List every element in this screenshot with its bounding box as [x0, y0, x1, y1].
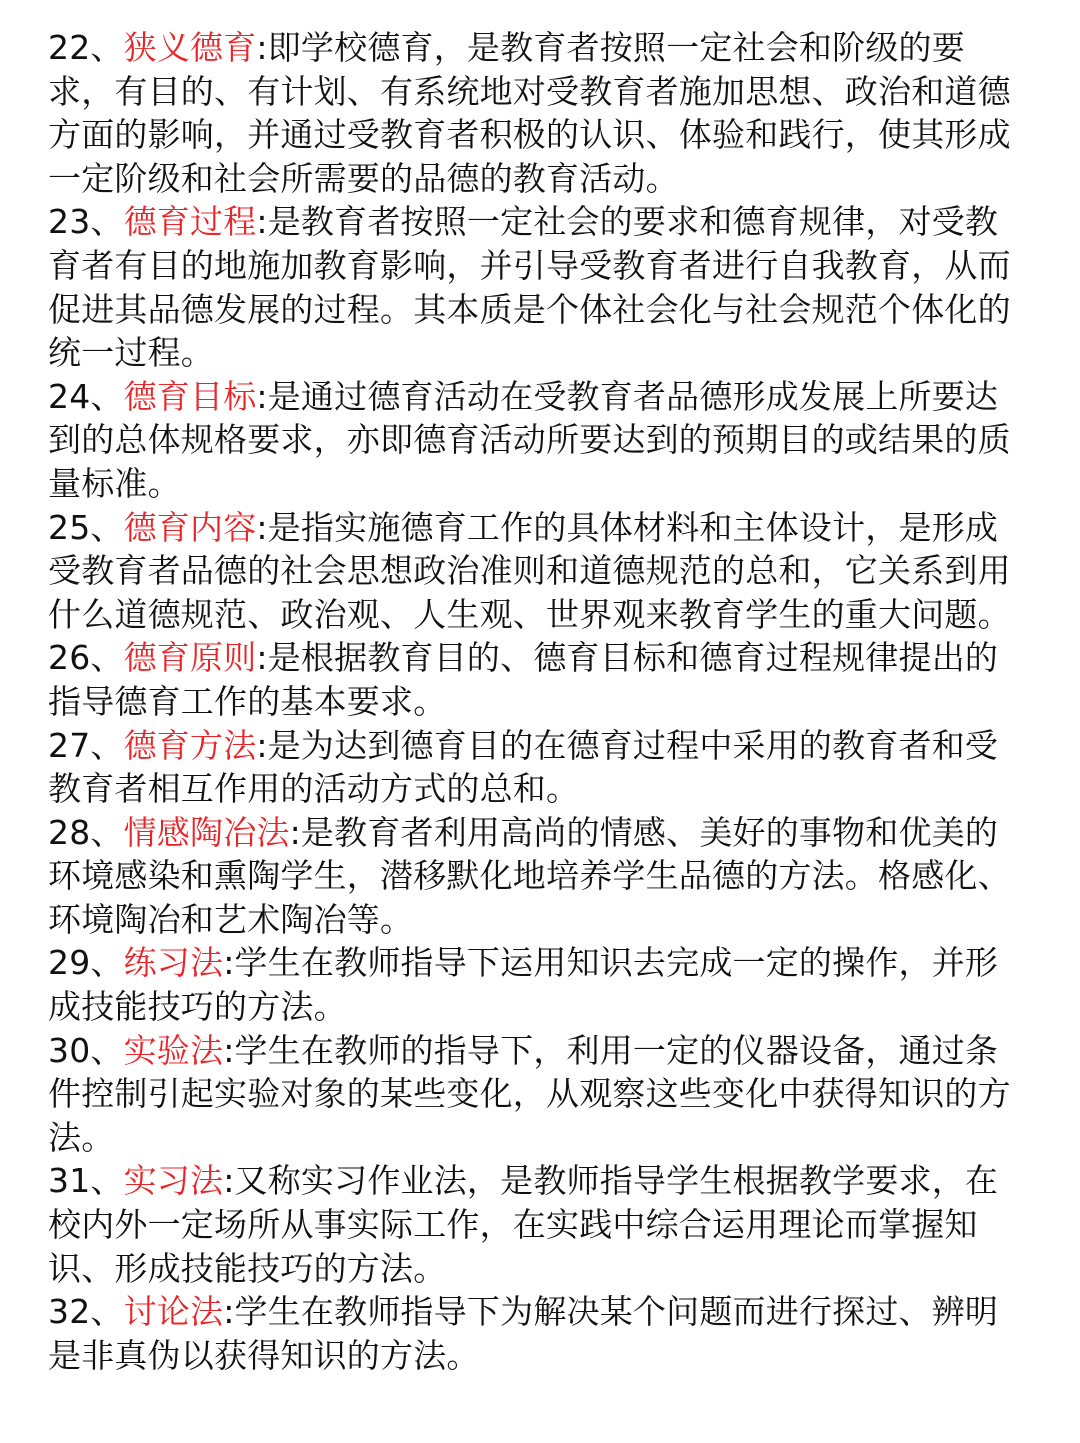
entry-term: 实验法	[123, 1030, 224, 1070]
entry-term: 德育过程	[123, 202, 257, 242]
entry-term: 练习法	[123, 943, 224, 983]
entry-colon: :	[256, 638, 268, 678]
entry-30	[48, 1029, 1028, 1160]
entry-22	[48, 26, 1028, 200]
entry-number: 28、	[48, 812, 124, 852]
entry-number: 27、	[48, 725, 124, 765]
entry-colon: :	[256, 376, 268, 416]
entry-number: 23、	[48, 202, 124, 242]
entry-colon: :	[223, 1292, 235, 1332]
entry-term: 狭义德育	[123, 28, 257, 67]
entry-26	[48, 636, 1028, 723]
entry-27	[48, 724, 1028, 811]
entry-definition: 是教育者按照一定社会的要求和德育规律，对受教育者有目的地施加教育影响，并引导受教育者进行自我教育，从而促进其品德发展的过程。其本质是个体社会化与社会规范个体化的统一过程。	[48, 202, 1011, 373]
entry-number: 30、	[48, 1030, 124, 1070]
entry-23	[48, 200, 1028, 374]
entry-definition: 学生在教师指导下运用知识去完成一定的操作，并形成技能技巧的方法。	[48, 943, 999, 1027]
entry-colon: :	[223, 1161, 235, 1201]
entry-term: 德育目标	[123, 376, 257, 416]
entry-number: 32、	[48, 1292, 124, 1332]
entry-number: 24、	[48, 376, 124, 416]
entry-definition: 是指实施德育工作的具体材料和主体设计，是形成受教育者品德的社会思想政治准则和道德规范的总和，它关系到用什么道德规范、政治观、人生观、世界观来教育学生的重大问题。	[48, 507, 1011, 634]
entry-definition: 学生在教师的指导下，利用一定的仪器设备，通过条件控制引起实验对象的某些变化，从观察这些变化中获得知识的方法。	[48, 1030, 1011, 1157]
entry-colon: :	[223, 943, 235, 983]
entry-32	[48, 1290, 1028, 1377]
entry-term: 实习法	[123, 1161, 224, 1201]
entry-term: 德育内容	[123, 507, 257, 547]
glossary-document	[48, 26, 1028, 1377]
entry-colon: :	[256, 725, 268, 765]
entry-colon: :	[289, 812, 301, 852]
entry-definition: 是教育者利用高尚的情感、美好的事物和优美的环境感染和熏陶学生，潜移默化地培养学生品德的方法。格感化、环境陶冶和艺术陶冶等。	[48, 812, 1011, 939]
entry-24	[48, 375, 1028, 506]
entry-term: 德育原则	[123, 638, 257, 678]
entry-number: 25、	[48, 507, 124, 547]
entry-25	[48, 506, 1028, 637]
entry-number: 31、	[48, 1161, 124, 1201]
entry-colon: :	[256, 202, 268, 242]
entry-term: 讨论法	[123, 1292, 224, 1332]
entry-number: 26、	[48, 638, 124, 678]
entry-definition: 又称实习作业法，是教师指导学生根据教学要求，在校内外一定场所从事实际工作，在实践中综合运用理论而掌握知识、形成技能技巧的方法。	[48, 1161, 999, 1288]
entry-definition: 学生在教师指导下为解决某个问题而进行探过、辨明是非真伪以获得知识的方法。	[48, 1292, 999, 1375]
entry-term: 德育方法	[123, 725, 257, 765]
entry-31	[48, 1159, 1028, 1290]
entry-definition: 是为达到德育目的在德育过程中采用的教育者和受教育者相互作用的活动方式的总和。	[48, 725, 999, 809]
entry-29	[48, 941, 1028, 1028]
entry-definition: 即学校德育，是教育者按照一定社会和阶级的要求，有目的、有计划、有系统地对受教育者施加思想、政治和道德方面的影响，并通过受教育者积极的认识、体验和践行，使其形成一定阶级和社会所需要的品德的教育活动。	[48, 28, 1011, 198]
entry-definition: 是通过德育活动在受教育者品德形成发展上所要达到的总体规格要求，亦即德育活动所要达到的预期目的或结果的质量标准。	[48, 376, 1011, 503]
entry-28	[48, 811, 1028, 942]
entry-definition: 是根据教育目的、德育目标和德育过程规律提出的指导德育工作的基本要求。	[48, 638, 999, 721]
entry-number: 22、	[48, 28, 124, 67]
entry-colon: :	[256, 507, 268, 547]
entry-colon: :	[223, 1030, 235, 1070]
entry-number: 29、	[48, 943, 124, 983]
entry-term: 情感陶冶法	[123, 812, 290, 852]
entry-colon: :	[256, 28, 268, 67]
